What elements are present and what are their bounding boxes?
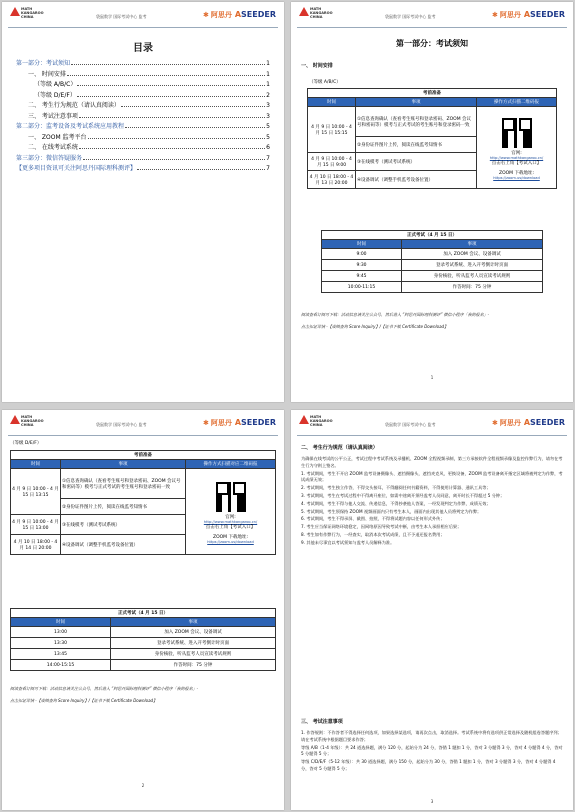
toc-entry-label: 二、 在线考试系统 xyxy=(28,144,78,151)
table-cell: ①信息查询确认（查看考生账号和登录密码、ZOOM 会议号和密码等）模考与正式考试的考生账号和登录密码一致 xyxy=(356,107,477,137)
level-label: （等级 A/B/C） xyxy=(309,80,341,85)
toc-entry-label: 三、 考试注意事项 xyxy=(28,112,78,120)
rule-item: 2. 考试期间，考生独立作答，不得交头接耳，不得翻阅任何书籍资料，不得使用计算器、通讯工具等； xyxy=(301,485,491,491)
col-header: 时间 xyxy=(308,98,356,107)
table-cell: 4 月 10 日 18:00 - 4 月 14 日 20:00 xyxy=(11,535,61,555)
page-number: 1 xyxy=(430,375,434,380)
toc-entry-label: （等级 A/B/C） xyxy=(34,81,77,88)
table-cell: 4 月 9 日 10:00 - 4 月 15 日 9:00 xyxy=(308,153,356,171)
aseeder-logo: ✱ 阿思丹 ASEEDER xyxy=(202,10,276,19)
col-header: 时间 xyxy=(322,240,402,249)
table-cell: 9:30 xyxy=(322,260,402,271)
toc-entry[interactable] xyxy=(16,132,270,143)
document-page-3 xyxy=(291,410,573,810)
toc-leader-dots xyxy=(71,61,265,65)
section-title: 第一部分：考试须知 xyxy=(396,39,468,48)
page-number: 2 xyxy=(141,783,145,788)
rule-item: 9. 其他未尽事宜以考试须知与监考人员解释为准。 xyxy=(301,539,395,545)
toc-leader-dots xyxy=(125,124,265,128)
rule-item: 6. 考试期间，考生不得录屏、截图、拍照，不得将试题内容以任何形式外传； xyxy=(301,516,445,522)
page-header xyxy=(8,414,278,436)
aseeder-logo: ✱ 阿思丹 ASEEDER xyxy=(491,10,565,19)
table-cell: 13:45 xyxy=(11,649,111,660)
site-link[interactable]: http://www.mathkangaroo.cn/ xyxy=(489,155,544,160)
toc-entry-page: 7 xyxy=(266,154,270,162)
level-label: （等级 D/E/F） xyxy=(10,441,42,446)
toc-entry[interactable] xyxy=(16,58,270,69)
table-cell: 4 月 9 日 10:00 - 4 月 15 日 13:00 xyxy=(11,515,61,535)
qr-cell xyxy=(477,107,557,189)
footnote: 阅读查看订阅可下载：活动信息请关注公众号，然后进入 “阿思丹国际理科测评” 微信小程序「我的报名」- xyxy=(301,312,490,317)
qr-code-icon xyxy=(502,118,532,148)
footnote: 阅读查看订阅可下载：活动信息请关注公众号，然后进入 “阿思丹国际理科测评” 微信小程序「我的报名」- xyxy=(10,686,199,691)
toc-leader-dots xyxy=(83,156,265,160)
toc-leader-dots xyxy=(77,93,265,97)
table-cell: ④设备调试（调整手机监考设备位置） xyxy=(61,535,186,555)
toc-entry-page: 3 xyxy=(266,102,270,109)
toc-entry-label: （等级 D/E/F） xyxy=(34,91,76,99)
toc-entry[interactable] xyxy=(16,69,270,80)
zoom-link[interactable]: https://zoom.us/download xyxy=(207,539,254,544)
table-cell: 13:00 xyxy=(11,627,111,638)
qr-instruction: 点击右上角【考试入口】 xyxy=(205,524,256,530)
qr-code-icon xyxy=(216,482,246,512)
subsection-time: 一、 时间安排 xyxy=(301,63,333,69)
toc-leader-dots xyxy=(67,72,265,76)
table-cell: 4 月 9 日 10:00 - 4 月 15 日 13:15 xyxy=(11,469,61,515)
header-caption: 袋鼠数学 国际考试中心 监考 xyxy=(96,14,147,19)
star-icon: ✱ xyxy=(491,419,498,427)
table-caption: 考前准备 xyxy=(308,89,557,98)
rule-item: 3. 考试期间，考生在考试过程中不得离开座位，如需中途离开须经监考人员同意，离开时长不得超过 5 分钟； xyxy=(301,492,505,498)
note-item: 等级 A/B（1-4 年级）：共 24 道选择题，满分 120 分，起始分为 24 分，答错 1 题扣 1 分，答对 3 分题得 3 分，答对 4 分题得 4 分，答对 5 分题得 5 分； xyxy=(301,744,563,757)
col-header: 操作方式扫描对应二维码报 xyxy=(186,460,276,469)
header-caption: 袋鼠数学 国际考试中心 监考 xyxy=(96,422,147,427)
notes-body xyxy=(301,730,563,774)
toc-entry-page: 2 xyxy=(266,91,270,99)
qr-cell xyxy=(186,469,276,555)
rule-item: 1. 考试期间，考生不开启 ZOOM 监考设备摄像头、遮挡摄像头，遮挡麦克风，更换设备，ZOOM 监考设备离开指定区域将被判定为作弊，考试成绩无效； xyxy=(301,470,563,483)
table-cell: ④设备调试（调整手机监考设备位置） xyxy=(356,171,477,189)
prep-table xyxy=(10,450,276,555)
toc-entry-page: 1 xyxy=(266,81,270,88)
rule-item: 5. 考试期间，考生须保持 ZOOM 视频画面内只有考生本人，画面内出现其他人员将判定为作弊； xyxy=(301,508,482,514)
table-cell: 作答时间：75 分钟 xyxy=(111,660,276,671)
toc-entry[interactable] xyxy=(16,79,270,90)
table-cell: 作答时间：75 分钟 xyxy=(402,282,543,293)
table-cell: ①信息查询确认（查看考生账号和登录密码、ZOOM 会议号和密码等）模考与正式考试的考生账号和登录密码一致 xyxy=(61,469,186,499)
toc-list xyxy=(16,58,270,174)
footnote: 点击扣证详情 -【成绩查询 Score Inquiry】/【证书下载 Certificate Download】 xyxy=(10,698,158,703)
formal-exam-table xyxy=(321,230,543,293)
qr-site-label: 官网: xyxy=(511,150,522,156)
table-cell: 加入 ZOOM 会议、设备调试 xyxy=(111,627,276,638)
table-cell: 10:00-11:15 xyxy=(322,282,402,293)
zoom-label: ZOOM 下载地址: xyxy=(213,534,248,540)
rule-item: 4. 考试期间，考生不得与他人交流、传递信息，不得抄袭他人答案，一经发现判定为作弊，成绩无效； xyxy=(301,500,491,506)
subsection-notes: 三、 考试注意事项 xyxy=(301,719,343,725)
site-link[interactable]: http://www.mathkangaroo.cn/ xyxy=(203,519,258,524)
col-header: 时间 xyxy=(11,618,111,627)
toc-entry-page: 5 xyxy=(266,123,270,130)
col-header: 事项 xyxy=(61,460,186,469)
toc-title: 目录 xyxy=(133,43,153,54)
formal-exam-table xyxy=(10,608,276,671)
toc-entry-label: 第二部分：监考设备及考试系统应用教程 xyxy=(16,123,125,130)
col-header: 时间 xyxy=(11,460,61,469)
toc-entry[interactable] xyxy=(16,100,270,111)
toc-entry-page: 6 xyxy=(266,144,270,151)
toc-entry-label: 二、 考生行为规范（请认真阅读） xyxy=(28,102,120,109)
toc-leader-dots xyxy=(137,166,265,170)
toc-entry[interactable] xyxy=(16,111,270,122)
conduct-body xyxy=(301,456,563,548)
toc-leader-dots xyxy=(121,103,265,107)
table-caption: 正式考试（4 月 15 日） xyxy=(11,609,276,618)
toc-entry-page: 1 xyxy=(266,60,270,67)
subsection-conduct: 二、 考生行为规范（请认真阅读） xyxy=(301,445,378,451)
toc-entry[interactable] xyxy=(16,90,270,101)
toc-entry-page: 1 xyxy=(266,70,270,78)
table-cell: 9:45 xyxy=(322,271,402,282)
prep-table xyxy=(307,88,557,189)
table-cell: ②身份证件图片上传，阅读在线监考知情书 xyxy=(356,137,477,153)
header-caption: 袋鼠数学 国际考试中心 监考 xyxy=(385,14,436,19)
star-icon: ✱ xyxy=(202,11,209,19)
table-cell: 加入 ZOOM 会议、设备调试 xyxy=(402,249,543,260)
document-page-2 xyxy=(2,410,284,810)
toc-entry[interactable] xyxy=(16,121,270,132)
toc-entry-page: 5 xyxy=(266,133,270,141)
zoom-label: ZOOM 下载地址: xyxy=(499,170,534,176)
toc-entry-label: 一、 ZOOM 监考平台 xyxy=(28,133,87,141)
note-item: 等级 C/D/E/F（5-12 年级）：共 30 道选择题，满分 150 分，起始分为 30 分，答错 1 题扣 1 分，答对 3 分题得 3 分，答对 4 分题得 4 分，答对 5 分题得 5 分； xyxy=(301,759,556,771)
zoom-link[interactable]: https://zoom.us/download xyxy=(493,175,540,180)
page-header xyxy=(297,6,567,28)
note-item: 1. 作答规则：不作答者不得选择任何选项，如果选择某选项，请再次点击，取消选择。考试系统中将有选项供正常选择及随机组卷答题序列；请在考试系统中根据题目要求作答； xyxy=(301,730,562,742)
math-kangaroo-logo: MATH KANGAROO CHINA xyxy=(299,415,333,435)
table-caption: 正式考试（4 月 15 日） xyxy=(322,231,543,240)
toc-entry-label: 第一部分：考试须知 xyxy=(16,60,71,67)
rule-item: 7. 考生应当保证网络环境稳定，因网络原因导致考试中断，由考生本人承担相应后果； xyxy=(301,524,462,530)
math-kangaroo-logo: MATH KANGAROO CHINA xyxy=(10,7,44,27)
toc-entry-page: 3 xyxy=(266,112,270,120)
star-icon: ✱ xyxy=(491,11,498,19)
table-cell: ③在线模考（测试考试系统） xyxy=(356,153,477,171)
toc-entry[interactable] xyxy=(16,153,270,164)
paragraph: 为确保在线考试的公平公正，考试过程中考试系统及录播机、ZOOM 全程视频录制，第三方承接软件全程视频录像及监控作弊行为，请勿在考生行为守则上签名。 xyxy=(301,456,563,468)
col-header: 事项 xyxy=(402,240,543,249)
document-page-1 xyxy=(291,2,573,402)
toc-leader-dots xyxy=(79,145,265,149)
table-cell: ③在线模考（测试考试系统） xyxy=(61,515,186,535)
rule-item: 8. 考生如有作弊行为，一经查实，取消本次考试成绩，且不予退还报名费用； xyxy=(301,531,445,537)
qr-site-label: 官网: xyxy=(225,514,236,520)
table-cell: 14:00-15:15 xyxy=(11,660,111,671)
toc-leader-dots xyxy=(77,82,265,86)
toc-entry-page: 7 xyxy=(266,165,270,172)
page-number: 3 xyxy=(430,799,434,804)
table-cell: 登录考试系统、进入开考倒计时页面 xyxy=(402,260,543,271)
toc-leader-dots xyxy=(79,114,265,118)
toc-entry-label: 【更多项目资讯可关注阿思丹国际理科测评】 xyxy=(16,165,137,172)
table-cell: 9:00 xyxy=(322,249,402,260)
col-header: 操作方式扫描二维码报 xyxy=(477,98,557,107)
toc-leader-dots xyxy=(88,135,266,139)
col-header: 事项 xyxy=(111,618,276,627)
footnote: 点击扣证详情 -【成绩查询 Score Inquiry】/【证书下载 Certificate Download】 xyxy=(301,324,449,329)
math-kangaroo-logo: MATH KANGAROO CHINA xyxy=(10,415,44,435)
table-cell: 登录考试系统、进入开考倒计时页面 xyxy=(111,638,276,649)
header-caption: 袋鼠数学 国际考试中心 监考 xyxy=(385,422,436,427)
table-cell: ②身份证件图片上传，阅读在线监考知情书 xyxy=(61,499,186,515)
page-header xyxy=(297,414,567,436)
toc-entry[interactable] xyxy=(16,163,270,174)
aseeder-logo: ✱ 阿思丹 ASEEDER xyxy=(202,418,276,427)
toc-entry-label: 第三部分：微信答疑服务 xyxy=(16,154,83,162)
table-cell: 身份核验，听从监考人员宣读考试规则 xyxy=(111,649,276,660)
table-cell: 13:30 xyxy=(11,638,111,649)
page-header xyxy=(8,6,278,28)
table-cell: 身份核验，听从监考人员宣读考试规则 xyxy=(402,271,543,282)
table-cell: 4 月 10 日 18:00 - 4 月 13 日 20:00 xyxy=(308,171,356,189)
table-caption: 考前准备 xyxy=(11,451,276,460)
qr-instruction: 点击右上角【考试入口】 xyxy=(491,160,542,166)
math-kangaroo-logo: MATH KANGAROO CHINA xyxy=(299,7,333,27)
table-cell: 4 月 9 日 10:00 - 4 月 15 日 15:15 xyxy=(308,107,356,153)
col-header: 事项 xyxy=(356,98,477,107)
toc-entry-label: 一、 时间安排 xyxy=(28,70,66,78)
star-icon: ✱ xyxy=(202,419,209,427)
document-page-toc xyxy=(2,2,284,402)
toc-entry[interactable] xyxy=(16,142,270,153)
aseeder-logo: ✱ 阿思丹 ASEEDER xyxy=(491,418,565,427)
